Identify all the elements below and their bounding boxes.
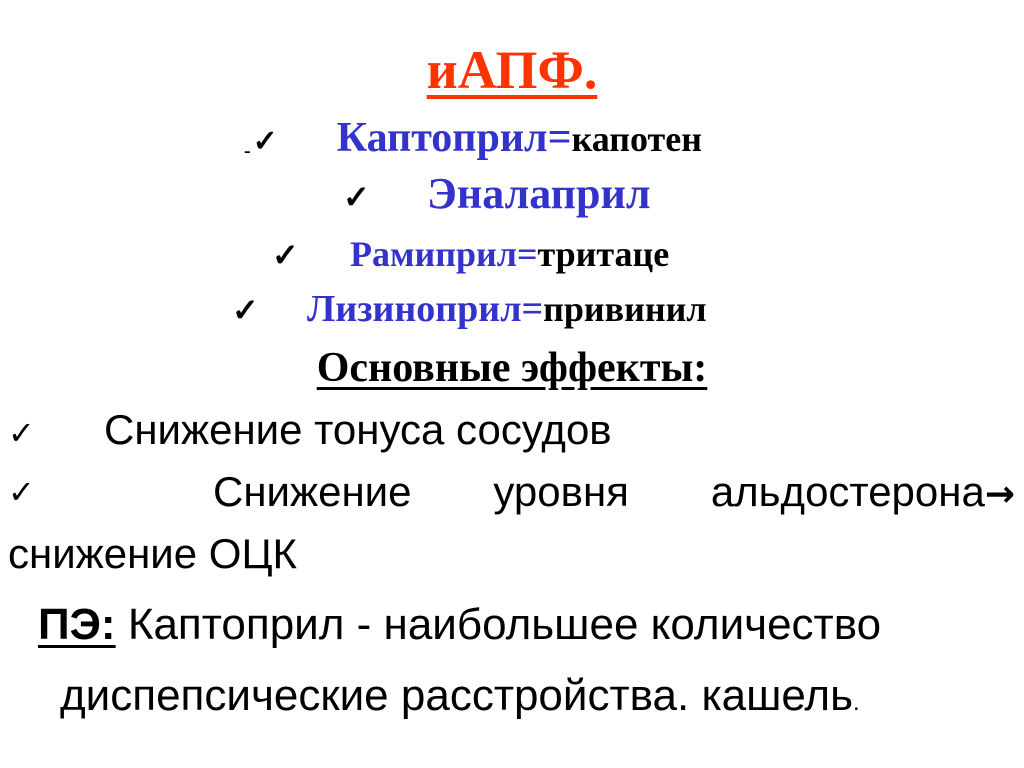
drug-brand: капотен [571,119,702,159]
arrow-right-icon: → [984,474,1015,515]
side-effects-text-2: диспепсические расстройства. кашель [60,671,854,720]
checkmark-icon: ✓ [272,237,299,273]
dash-mark: - [244,140,251,162]
effect-word-last [711,466,1015,521]
side-effects-text: Каптоприл - наибольшее количество [115,600,882,649]
effect-word: Снижение [213,468,412,515]
side-effects-line-2 [60,668,860,731]
side-effects-end-dot: . [853,689,860,716]
drug-item-ramipril [272,230,669,279]
effect-word: уровня [493,468,629,515]
effect-text: Снижение тонуса сосудов [104,406,612,453]
effects-heading [0,342,1024,394]
effect-continuation: снижение ОЦК [8,530,297,577]
drug-item-captopril [244,114,702,175]
drug-name: Лизиноприл= [307,288,544,330]
checkmark-icon: ✓ [343,179,370,215]
checkmark-icon: ✓ [8,414,35,452]
effects-heading-text: Основные эффекты: [316,345,708,391]
drug-name: Каптоприл= [336,115,572,161]
effect-item-aldosterone [213,466,1015,521]
drug-name: Рамиприл= [350,234,538,274]
drug-brand: привинил [543,289,707,329]
drug-item-enalapril [343,170,651,221]
drug-brand: тритаце [537,234,670,274]
slide-title-text: иАПФ. [426,40,598,100]
checkmark-icon: ✓ [8,473,35,511]
effect-item-vascular-tone [8,404,612,459]
drug-name: Эналаприл [427,169,651,218]
checkmark-icon: ✓ [232,292,259,328]
slide-title [0,38,1024,102]
side-effects-label: ПЭ: [38,600,116,649]
effect-word: альдостерона [710,468,985,515]
drug-item-lisinopril [232,285,707,334]
side-effects-line [38,598,881,652]
checkmark-icon: ✓ [252,125,278,158]
